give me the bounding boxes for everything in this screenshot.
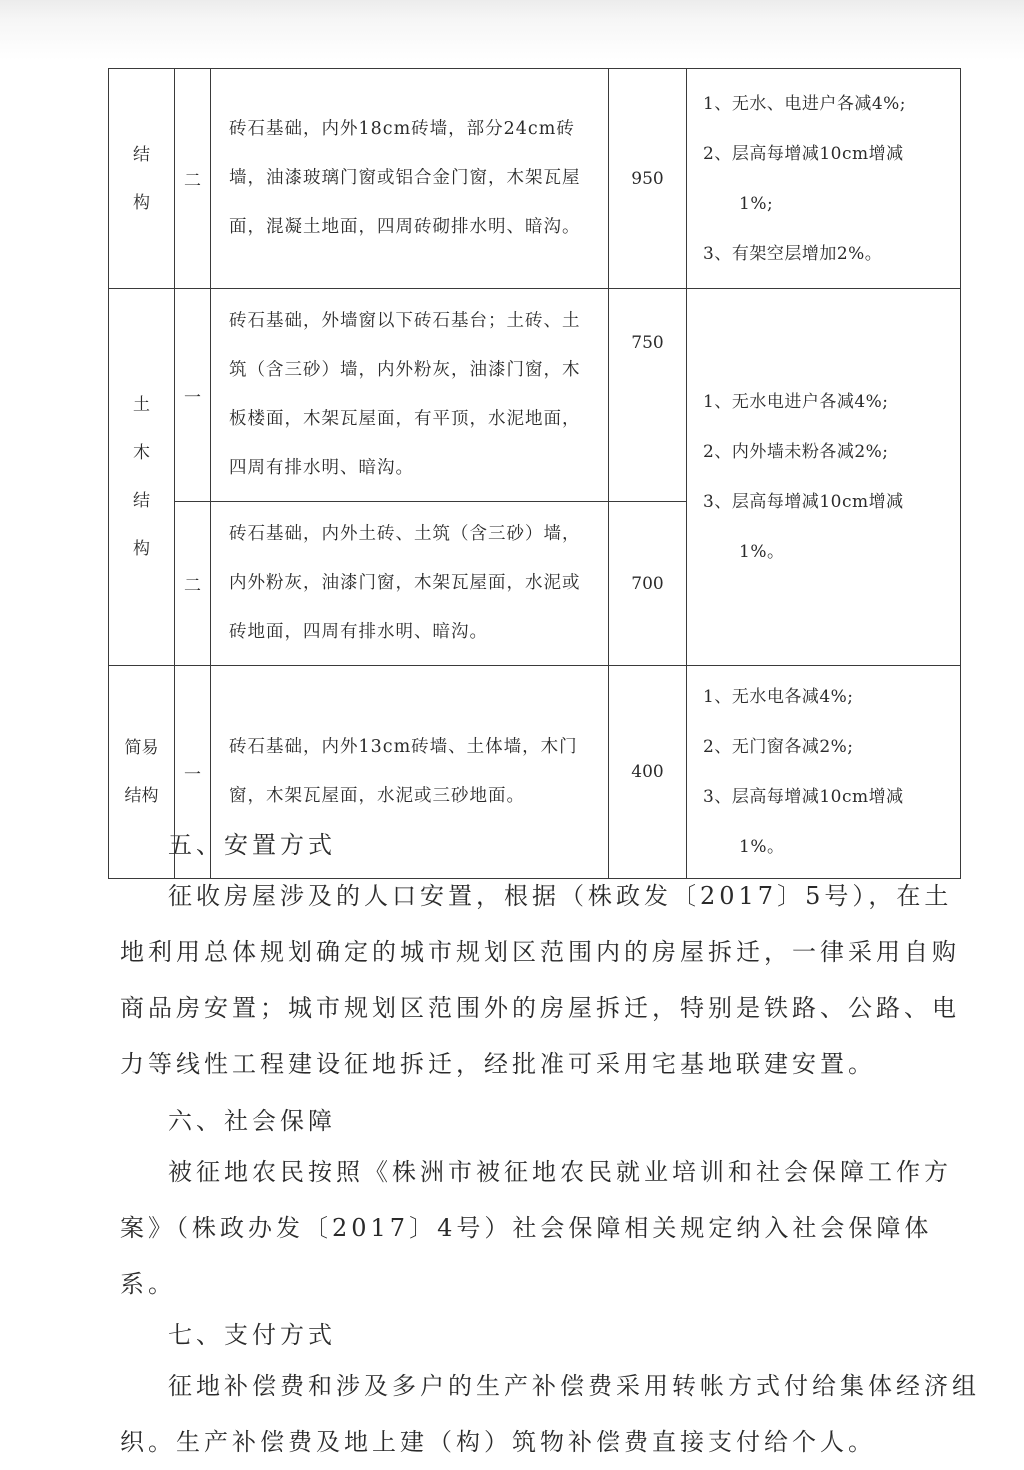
description-cell: 砖石基础，外墙窗以下砖石基台；土砖、土筑（含三砂）墙，内外粉灰，油漆门窗，木板楼面，木架瓦屋面，有平顶，水泥地面，四周有排水明、暗沟。	[211, 289, 609, 502]
price-cell: 700	[609, 502, 687, 666]
section-paragraph: 被征地农民按照《株洲市被征地农民就业培训和社会保障工作方案》（株政办发〔2017〕4号）社会保障相关规定纳入社会保障体系。	[120, 1158, 952, 1298]
grade-cell: 二	[175, 69, 211, 289]
note-line: 2、内外墙未粉各减2%;	[703, 442, 889, 462]
grade-cell: 一	[175, 289, 211, 502]
category-label: 简易结构	[124, 738, 159, 806]
table-row	[109, 289, 961, 502]
section-paragraph: 征收房屋涉及的人口安置，根据（株政发〔2017〕5号），在土地利用总体规划确定的城市规划区范围内的房屋拆迁，一律采用自购商品房安置；城市规划区范围外的房屋拆迁，特别是铁路、公路、电力等线性工程建设征地拆迁，经批准可采用宅基地联建安置。	[120, 882, 960, 1078]
note-line: 2、无门窗各减2%;	[703, 737, 854, 757]
section-heading: 六、社会保障	[168, 1107, 336, 1135]
description-cell: 砖石基础，内外18cm砖墙，部分24cm砖墙，油漆玻璃门窗或铝合金门窗，木架瓦屋面，混凝土地面，四周砖砌排水明、暗沟。	[211, 69, 609, 289]
notes-cell	[687, 289, 961, 666]
note-line: 1、无水、电进户各减4%;	[703, 93, 907, 114]
note-line: 1%。	[739, 837, 785, 857]
category-label: 土木结构	[133, 395, 150, 559]
description-cell: 砖石基础，内外土砖、土筑（含三砂）墙，内外粉灰，油漆门窗，木架瓦屋面，水泥或砖地面，四周有排水明、暗沟。	[211, 502, 609, 666]
document-body	[120, 822, 980, 1470]
price-cell: 950	[609, 69, 687, 289]
grade-cell: 二	[175, 502, 211, 666]
note-line: 1、无水电进户各减4%;	[703, 392, 889, 412]
structure-category	[109, 69, 175, 289]
note-line: 3、有架空层增加2%。	[703, 243, 883, 264]
category-label: 结构	[133, 144, 150, 213]
note-line: 3、层高每增减10cm增减	[703, 787, 904, 807]
section-heading: 七、支付方式	[168, 1321, 336, 1349]
description-cell: 砖石基础，内外13cm砖墙、土体墙，木门窗，木架瓦屋面，水泥或三砂地面。	[211, 666, 609, 879]
section-heading: 五、安置方式	[168, 831, 336, 859]
price-cell: 400	[609, 666, 687, 879]
note-line: 3、层高每增减10cm增减	[703, 492, 904, 512]
price-cell: 750	[609, 289, 687, 502]
notes-cell	[687, 69, 961, 289]
note-line: 1%;	[739, 193, 774, 214]
note-line: 2、层高每增减10cm增减	[703, 143, 904, 164]
compensation-table-container	[108, 68, 960, 879]
note-line: 1、无水电各减4%;	[703, 687, 854, 707]
grade-cell: 一	[175, 666, 211, 879]
note-line: 1%。	[739, 542, 785, 562]
structure-category	[109, 289, 175, 666]
compensation-standard-table	[108, 68, 961, 879]
section-paragraph: 征地补偿费和涉及多户的生产补偿费采用转帐方式付给集体经济组织。生产补偿费及地上建（构）筑物补偿费直接支付给个人。	[120, 1372, 980, 1456]
scan-shadow	[0, 0, 1024, 60]
table-row	[109, 69, 961, 289]
